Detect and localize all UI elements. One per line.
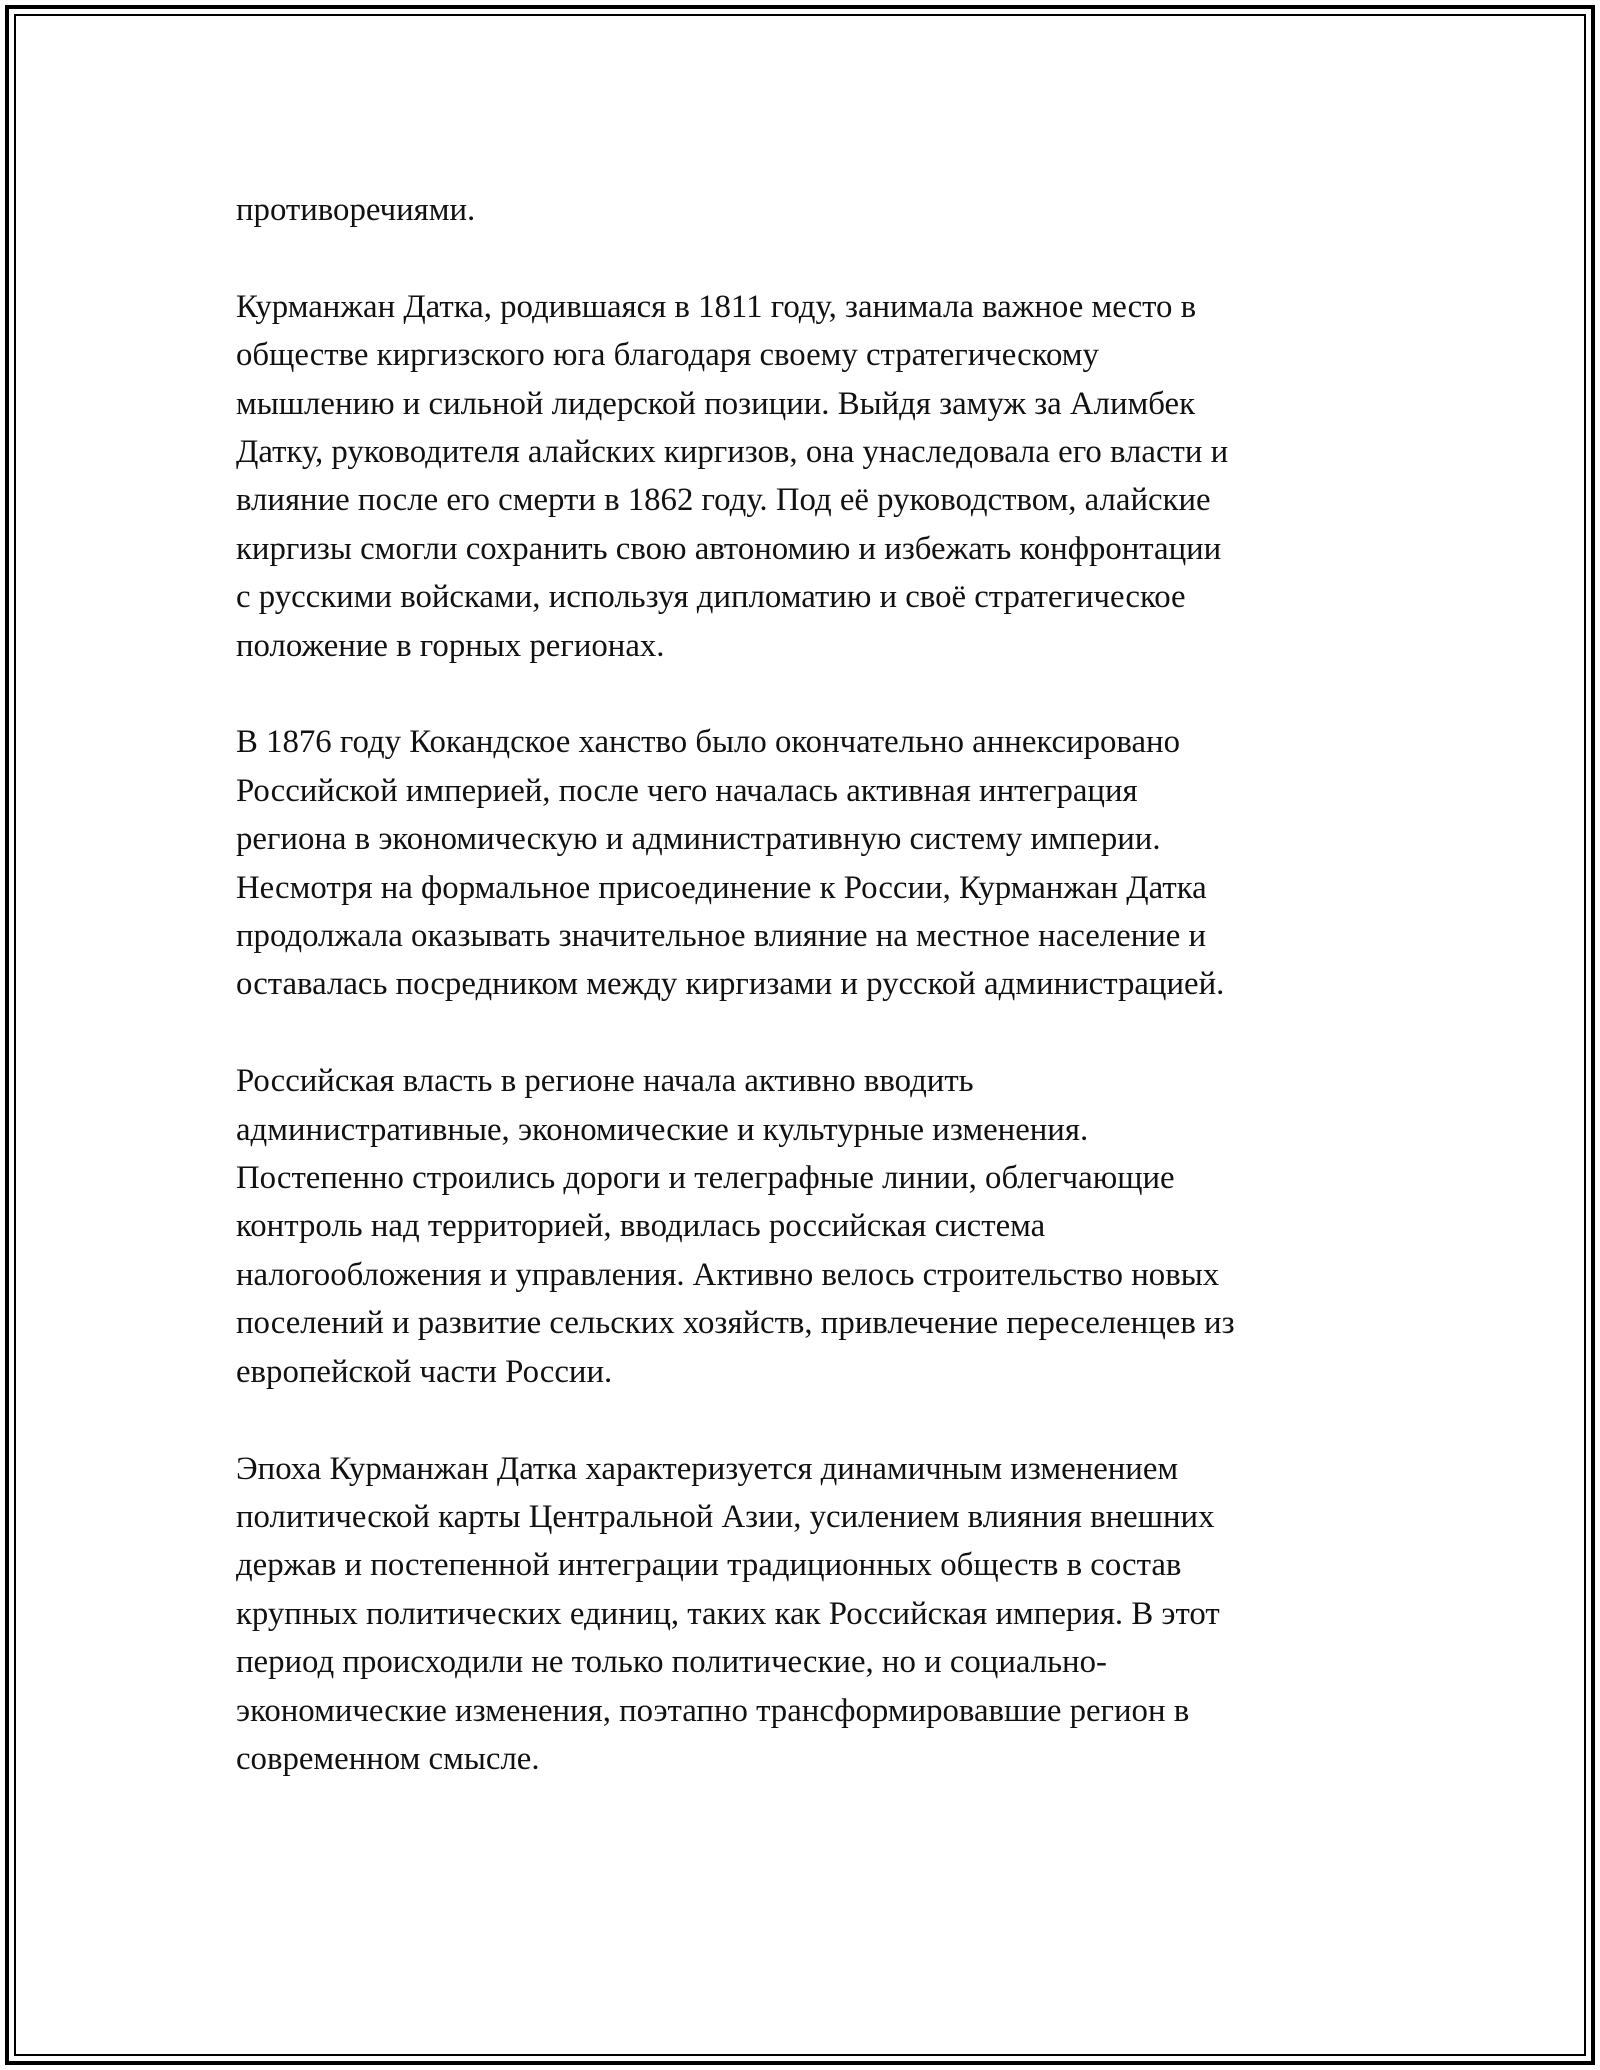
paragraph-russian-reforms: Российская власть в регионе начала активно вводить административные, экономические и культурные изменения. Постепенно строились дороги и телеграфные линии, облегчающие контроль над территорией, вводилась российская система налогообложения и управления. Активно велось строительство новых поселений и развитие сельских хозяйств, привлечение переселенцев из европейской части России. — [236, 1063, 1235, 1390]
paragraph-epoch-summary: Эпоха Курманжан Датка характеризуется динамичным изменением политической карты Центральной Азии, усилением влияния внешних держав и постепенной интеграции традиционных обществ в состав крупных политических единиц, таких как Российская империя. В этот период происходили не только политические, но и социально- экономические изменения, поэтапно трансформировавшие регион в современном смысле. — [236, 1450, 1220, 1777]
paragraph-kurmanjan-biography: Курманжан Датка, родившаяся в 1811 году, занимала важное место в обществе киргизского юга благодаря своему стратегическому мышлению и сильной лидерской позиции. Выйдя замуж за Алимбек Датку, руководителя алайских киргизов, она унаследовала его власти и влияние после его смерти в 1862 году. Под её руководством, алайские киргизы смогли сохранить свою автономию и избежать конфронтации с русскими войсками, используя дипломатию и своё стратегическое положение в горных регионах. — [236, 288, 1229, 664]
paragraph-continuation: противоречиями. — [236, 192, 476, 228]
document-body — [236, 186, 1366, 1783]
paragraph-kokand-annexation: В 1876 году Кокандское ханство было окончательно аннексировано Российской империей, после чего началась активная интеграция региона в экономическую и административную систему империи. Несмотря на формальное присоединение к России, Курманжан Датка продолжала оказывать значительное влияние на местное население и оставалась посредником между киргизами и русской администрацией. — [236, 724, 1225, 1003]
